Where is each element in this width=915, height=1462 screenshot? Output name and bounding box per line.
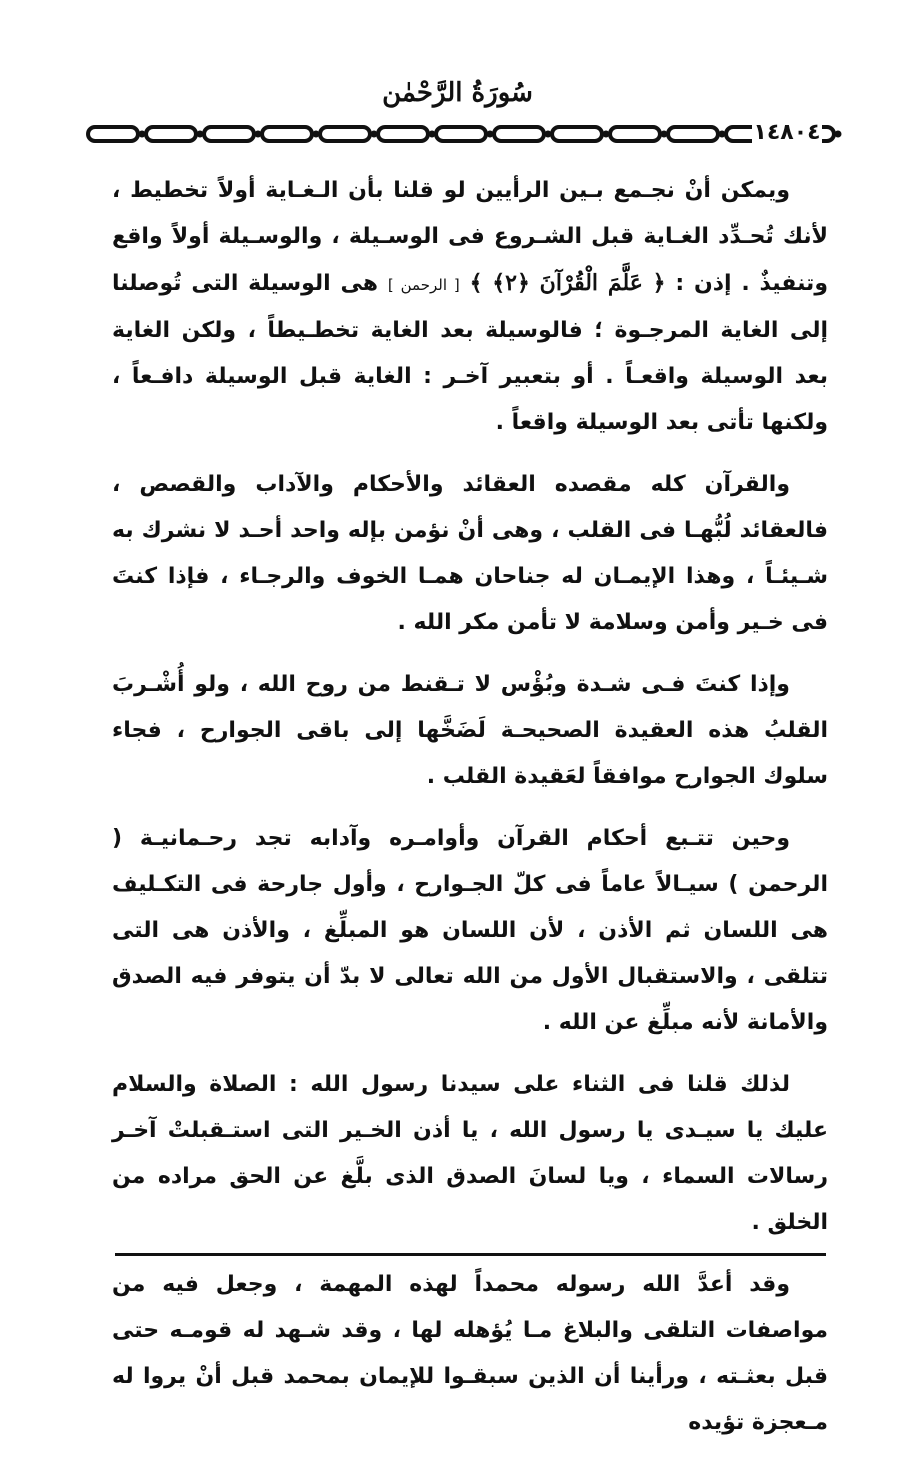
paragraph-2: والقرآن كله مقصده العقائد والأحكام والآداب والقصص ، فالعقائد لُبُّهـا فى القلب ، وهى أنْ نؤمن بإله واحد أحـد لا نشرك به شـيئـاً ، وهذا الإيمـان له جناحان همـا الخوف والرجـاء ، فإذا كنتَ فى خـير وأمن وسلامة لا تأمن مكر الله . <box>112 472 828 635</box>
body-text <box>112 168 828 1462</box>
header-chain-ornament <box>86 120 848 148</box>
chain-dot <box>429 131 436 138</box>
quran-verse: ﴿ عَلَّمَ الْقُرْآنَ ﴿٢﴾ ﴾ <box>469 270 666 296</box>
paragraph-1-start: ويمكن أنْ نجـمع بـين الرأيين لو قلنا بأن الـغـاية أولاً تخطيط ، لأنك تُحـدِّد الغـاية قبل الشـروع فى الوسـيلة ، والوسـيلة أولاً واقع وتنفيذٌ . إذن : <box>112 178 828 296</box>
paragraph-3: وإذا كنتَ فـى شـدة وبُؤْس لا تـقنط من روح الله ، ولو أُشْـربَ القلبُ هذه العقيدة الصحيحـة لَضَخَّها إلى باقى الجوارح ، فجاء سلوك الجوارح موافقاً لعَقيدة القلب . <box>112 672 828 789</box>
chain-dot <box>197 131 204 138</box>
paragraph-6: وقد أعدَّ الله رسوله محمداً لهذه المهمة ، وجعل فيه من مواصفات التلقى والبلاغ مـا يُؤهله لها ، وقد شـهد له قومـه حتى قبل بعثـته ، ورأينا أن الذين سبقـوا للإيمان بمحمد قبل أنْ يروا له مـعجزة تؤيده <box>112 1272 828 1435</box>
chain-dot <box>545 131 552 138</box>
chain-dot <box>835 131 842 138</box>
chain-link <box>88 127 138 141</box>
chain-link <box>436 127 486 141</box>
paragraph-5: لذلك قلنا فى الثناء على سيدنا رسول الله : الصلاة والسلام عليك يا سيـدى يا رسول الله ، يا أذن الخـير التى استـقبلتْ آخـر رسالات السماء ، ويا لسانَ الصدق الذى بلَّغ عن الحق مراده من الخلق . <box>112 1072 828 1235</box>
chain-link <box>320 127 370 141</box>
chain-link <box>204 127 254 141</box>
chain-dot <box>719 131 726 138</box>
page-number: ١٤٨٠٤ <box>752 118 822 148</box>
chain-link <box>668 127 718 141</box>
chain-dot <box>313 131 320 138</box>
chain-dot <box>661 131 668 138</box>
chain-dot <box>487 131 494 138</box>
surah-title: سُورَةُ الرَّحْمٰن <box>382 78 533 108</box>
paragraph-1-end: هى الوسيلة التى تُوصلنا إلى الغاية المرجـوة ؛ فالوسيلة بعد الغاية تخطـيطاً ، ولكن الغاية بعد الوسيلة واقعـاً . أو بتعبير آخـر : الغاية قبل الوسيلة دافـعاً ، ولكنها تأتى بعد الوسيلة واقعاً . <box>112 271 828 435</box>
chain-dot <box>371 131 378 138</box>
chain-link <box>146 127 196 141</box>
paragraph-1 <box>112 168 828 446</box>
chain-dot <box>603 131 610 138</box>
footer-rule <box>115 1253 826 1256</box>
chain-dot <box>255 131 262 138</box>
paragraph-4: وحين تتـبع أحكام القرآن وأوامـره وآدابه تجد رحـمانيـة ( الرحمن ) سيـالاً عاماً فى كلّ الجـوارح ، وأول جارحة فى التكـليف هى اللسان ثم الأذن ، لأن اللسان هو المبلِّغ ، والأذن هى التى تتلقى ، والاستقبال الأول من الله تعالى لا بدّ أن يتوفر فيه الصدق والأمانة لأنه مبلِّغ عن الله . <box>112 826 828 1035</box>
surah-reference: [ الرحمن ] <box>387 276 460 294</box>
chain-link <box>378 127 428 141</box>
chain-dot <box>139 131 146 138</box>
chain-link <box>552 127 602 141</box>
chain-link <box>262 127 312 141</box>
chain-link <box>610 127 660 141</box>
chain-link <box>494 127 544 141</box>
